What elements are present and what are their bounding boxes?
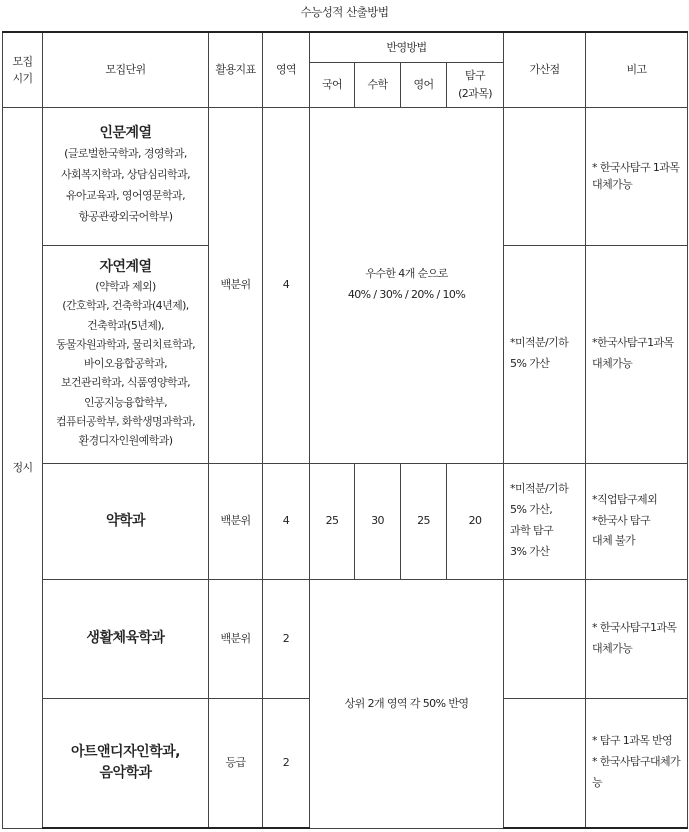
header-inquiry: 탐구 (2과목) [447,62,504,107]
score-calculation-table [2,31,688,829]
science-unit [43,245,209,463]
pharmacy-unit: 약학과 [43,463,209,579]
header-method: 반영방법 [310,32,504,62]
sports-index: 백분위 [209,579,263,698]
pharmacy-note: *직업탐구제외 *한국사 탐구 대체 불가 [586,463,688,579]
header-area: 영역 [263,32,310,107]
sports-note: * 한국사탐구1과목 대체가능 [586,579,688,698]
pharmacy-math: 30 [355,463,401,579]
pharmacy-index: 백분위 [209,463,263,579]
pharmacy-area: 4 [263,463,310,579]
science-name: 자연계열 [99,258,152,275]
humanities-name: 인문계열 [99,125,152,142]
humanities-unit [43,107,209,245]
header-period: 모집 시기 [3,32,43,107]
science-note: *한국사탐구1과목 대체가능 [586,245,688,463]
header-math: 수학 [355,62,401,107]
period-cell: 정시 [3,107,43,828]
art-music-note: * 탐구 1과목 반영 * 한국사탐구대체가 능 [586,698,688,828]
table-title: 수능성적 산출방법 [300,5,389,19]
group1-area: 4 [263,107,310,463]
header-note: 비고 [586,32,688,107]
group2-method: 상위 2개 영역 각 50% 반영 [310,579,504,828]
pharmacy-english: 25 [401,463,447,579]
header-index: 활용지표 [209,32,263,107]
group1-method: 우수한 4개 순으로 40% / 30% / 20% / 10% [310,107,504,463]
group1-index: 백분위 [209,107,263,463]
sports-bonus [504,579,586,698]
pharmacy-bonus: *미적분/기하 5% 가산, 과학 탐구 3% 가산 [504,463,586,579]
sports-area: 2 [263,579,310,698]
art-music-unit: 아트앤디자인학과, 음악학과 [43,698,209,828]
art-music-index: 등급 [209,698,263,828]
humanities-departments: (글로벌한국학과, 경영학과, 사회복지학과, 상담심리학과, 유아교육과, 영어영문학과, 항공관광외국어학부) [60,147,190,223]
sports-unit: 생활체육학과 [43,579,209,698]
header-english: 영어 [401,62,447,107]
pharmacy-inquiry: 20 [447,463,504,579]
header-bonus: 가산점 [504,32,586,107]
header-korean: 국어 [310,62,355,107]
header-unit: 모집단위 [43,32,209,107]
humanities-note: * 한국사탐구 1과목 대체가능 [586,107,688,245]
science-departments: (약학과 제외) (간호학과, 건축학과(4년제), 건축학과(5년제), 동물자원과학과, 물리치료학과, 바이오융합공학과, 보건관리학과, 식품영양학과, 인공지능융합학부, 컴퓨터공학부, 화학생명과학과, 환경디자인원예학과) [55,280,196,448]
science-bonus: *미적분/기하 5% 가산 [504,245,586,463]
pharmacy-korean: 25 [310,463,355,579]
art-music-area: 2 [263,698,310,828]
art-music-bonus [504,698,586,828]
humanities-bonus [504,107,586,245]
